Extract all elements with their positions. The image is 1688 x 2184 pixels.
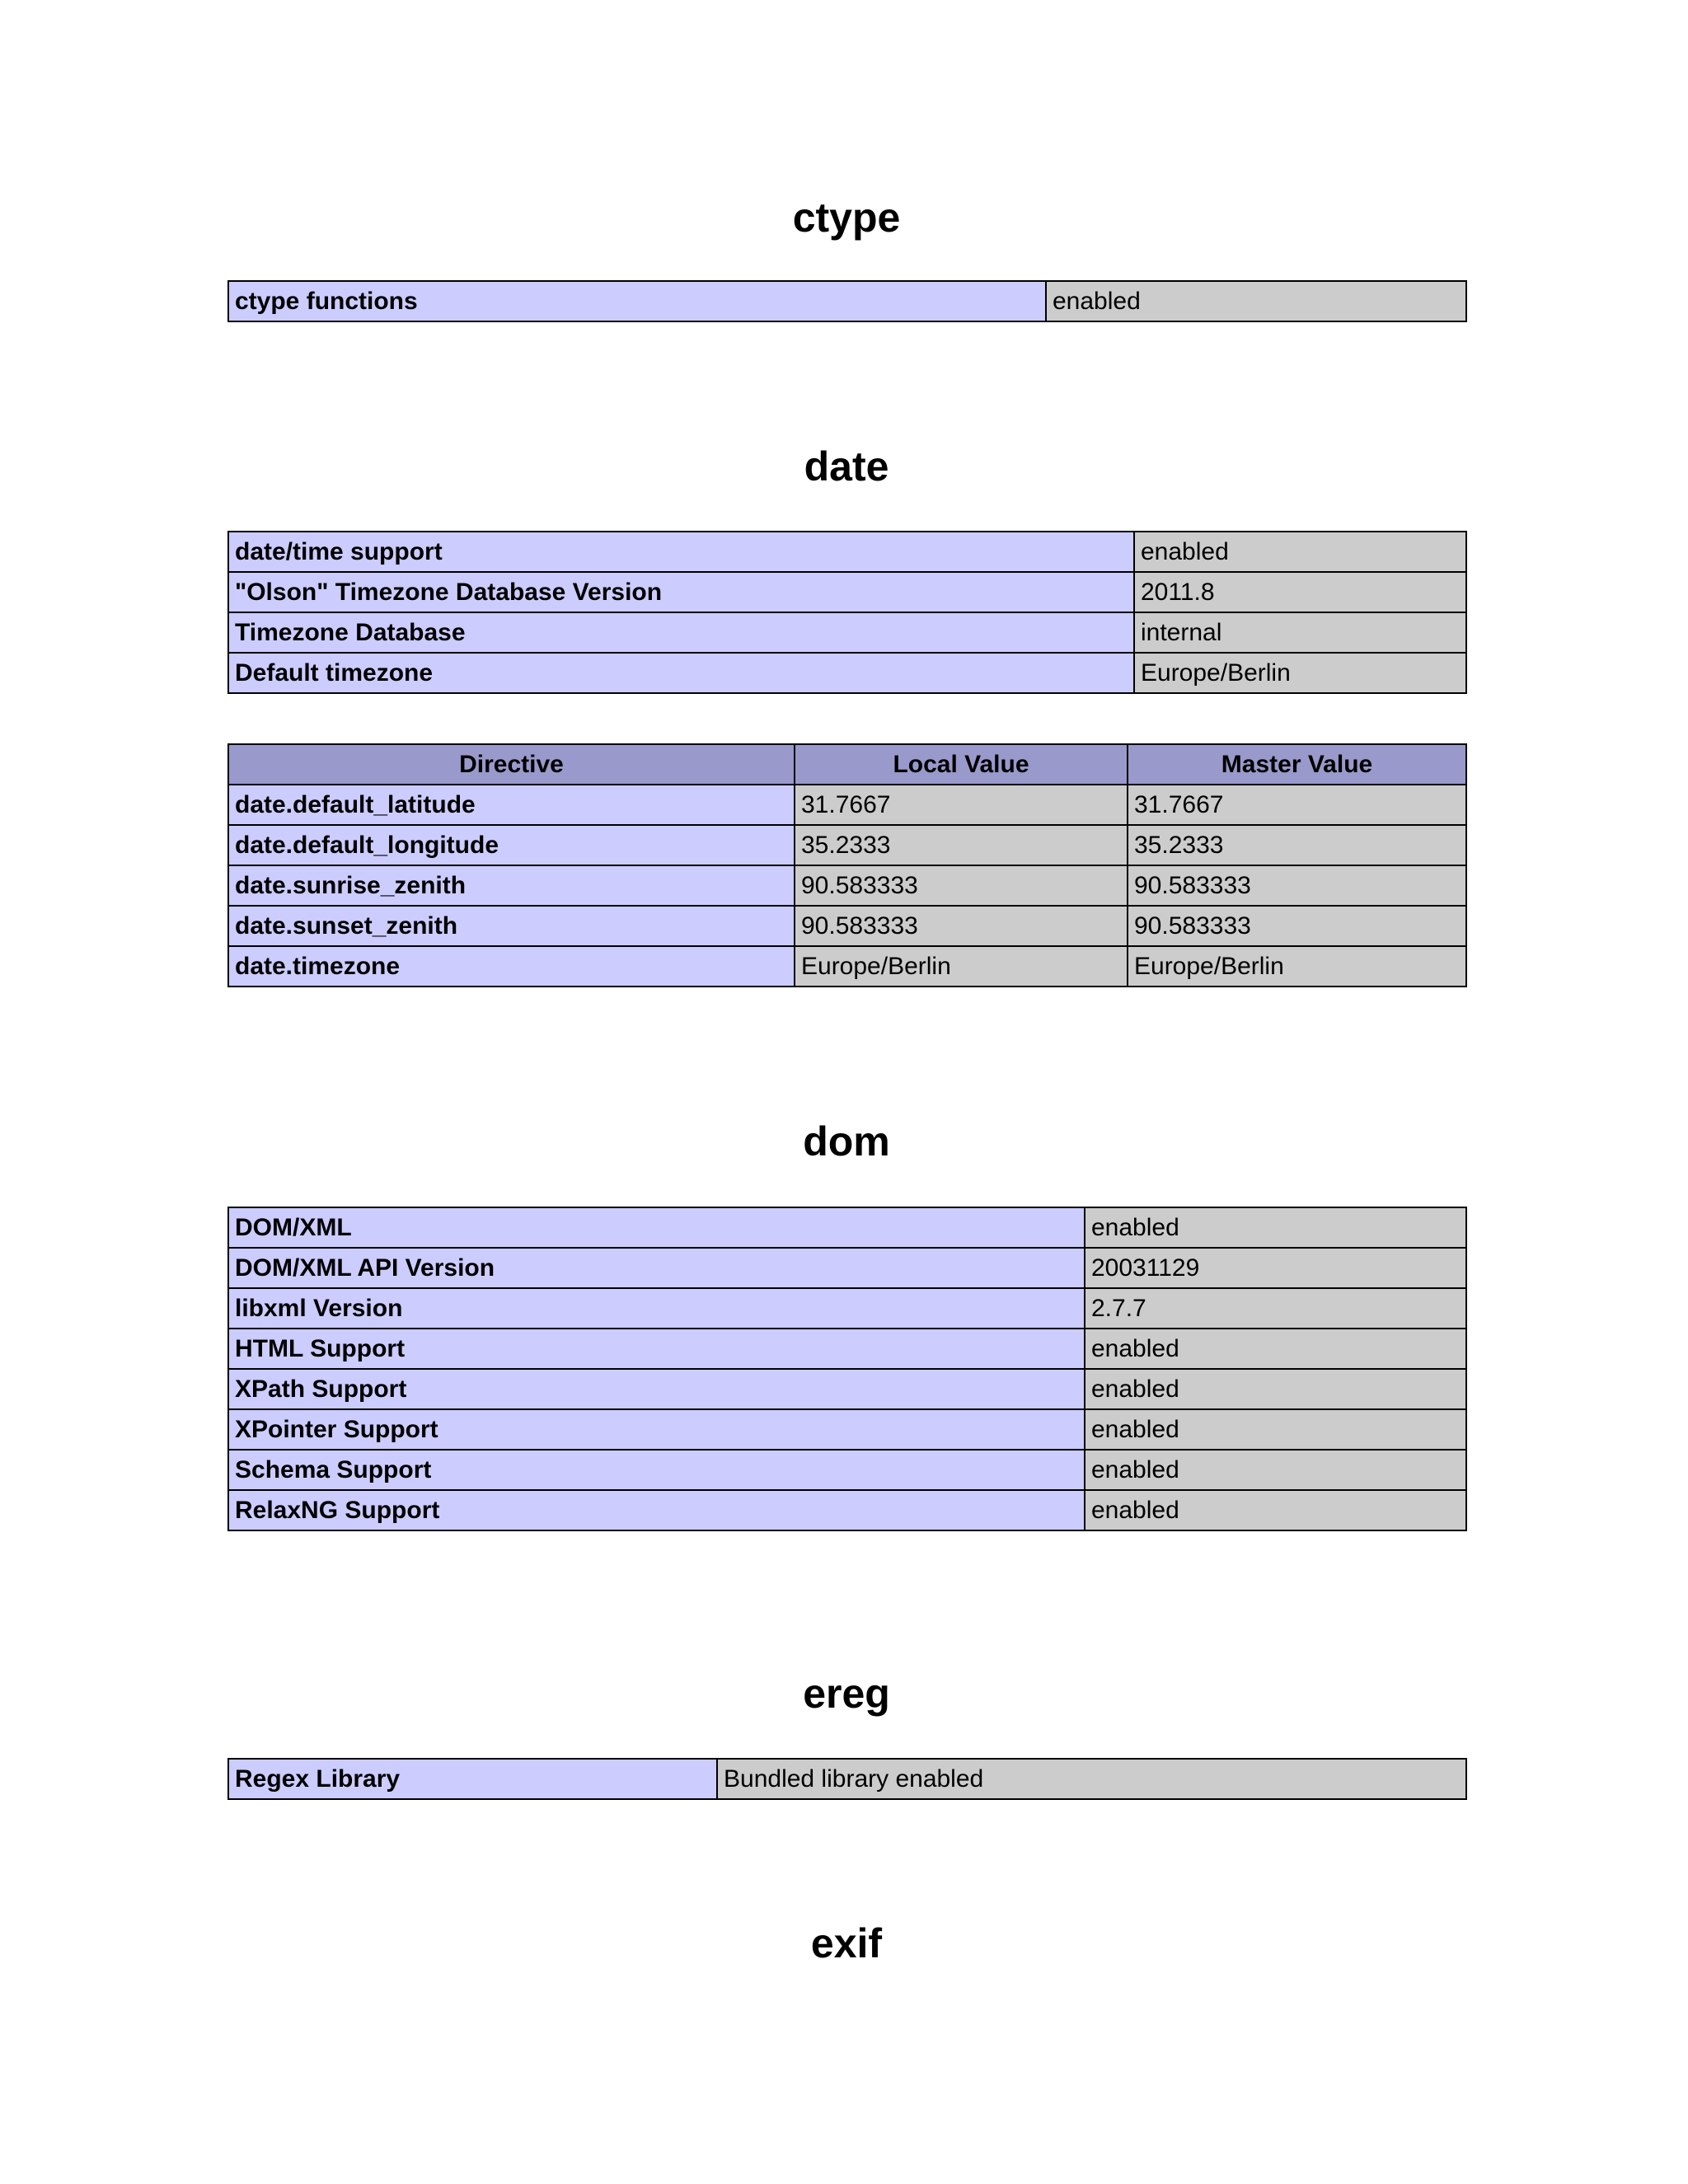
directive-name: date.sunset_zenith (228, 906, 795, 946)
table-row (228, 1759, 1466, 1799)
section-exif (227, 1920, 1465, 1966)
local-value: Europe/Berlin (795, 946, 1128, 987)
master-value: 90.583333 (1128, 906, 1466, 946)
directive-name: date.timezone (228, 946, 795, 987)
table-row (228, 1288, 1466, 1329)
date-info-table (227, 531, 1467, 694)
row-label: RelaxNG Support (228, 1490, 1085, 1530)
table-row (228, 825, 1466, 865)
table-header-row (228, 744, 1466, 785)
section-title-ctype: ctype (792, 194, 901, 241)
row-label: DOM/XML API Version (228, 1248, 1085, 1288)
table-row (228, 785, 1466, 825)
directive-name: date.default_latitude (228, 785, 795, 825)
section-dom (227, 1118, 1465, 1524)
table-row (228, 532, 1466, 572)
table-row (228, 1207, 1466, 1248)
master-value: Europe/Berlin (1128, 946, 1466, 987)
row-label: ctype functions (228, 281, 1046, 321)
row-value: enabled (1085, 1450, 1466, 1490)
date-directives-table (227, 743, 1467, 987)
master-value: 31.7667 (1128, 785, 1466, 825)
row-label: HTML Support (228, 1329, 1085, 1369)
header-directive: Directive (228, 744, 795, 785)
row-label: XPointer Support (228, 1409, 1085, 1450)
section-title-exif: exif (810, 1920, 883, 1966)
local-value: 35.2333 (795, 825, 1128, 865)
row-label: DOM/XML (228, 1207, 1085, 1248)
local-value: 90.583333 (795, 865, 1128, 906)
row-value: enabled (1134, 532, 1466, 572)
row-value: enabled (1085, 1329, 1466, 1369)
local-value: 31.7667 (795, 785, 1128, 825)
header-master-value: Master Value (1128, 744, 1466, 785)
row-value: enabled (1046, 281, 1466, 321)
row-value: 2011.8 (1134, 572, 1466, 612)
row-value: enabled (1085, 1207, 1466, 1248)
row-value: internal (1134, 612, 1466, 653)
section-date (227, 443, 1465, 980)
table-row (228, 281, 1466, 321)
directive-name: date.sunrise_zenith (228, 865, 795, 906)
header-local-value: Local Value (795, 744, 1128, 785)
directive-name: date.default_longitude (228, 825, 795, 865)
table-row (228, 1490, 1466, 1530)
section-ereg (227, 1671, 1465, 1793)
section-title-ereg: ereg (803, 1671, 890, 1717)
table-row (228, 906, 1466, 946)
row-value: enabled (1085, 1369, 1466, 1409)
ctype-table (227, 280, 1467, 322)
row-value: Europe/Berlin (1134, 653, 1466, 693)
row-label: Regex Library (228, 1759, 717, 1799)
row-value: 20031129 (1085, 1248, 1466, 1288)
table-row (228, 1329, 1466, 1369)
row-label: date/time support (228, 532, 1134, 572)
table-row (228, 572, 1466, 612)
master-value: 35.2333 (1128, 825, 1466, 865)
table-row (228, 1369, 1466, 1409)
table-row (228, 946, 1466, 987)
row-label: Schema Support (228, 1450, 1085, 1490)
table-row (228, 865, 1466, 906)
table-row (228, 612, 1466, 653)
row-label: Default timezone (228, 653, 1134, 693)
master-value: 90.583333 (1128, 865, 1466, 906)
table-row (228, 653, 1466, 693)
row-value: Bundled library enabled (717, 1759, 1466, 1799)
row-label: libxml Version (228, 1288, 1085, 1329)
row-value: enabled (1085, 1490, 1466, 1530)
row-label: XPath Support (228, 1369, 1085, 1409)
table-row (228, 1248, 1466, 1288)
ereg-table (227, 1758, 1467, 1800)
row-label: "Olson" Timezone Database Version (228, 572, 1134, 612)
table-row (228, 1409, 1466, 1450)
row-label: Timezone Database (228, 612, 1134, 653)
section-title-dom: dom (803, 1118, 890, 1165)
section-ctype (227, 194, 1465, 315)
local-value: 90.583333 (795, 906, 1128, 946)
dom-table (227, 1207, 1467, 1531)
section-title-date: date (804, 443, 889, 490)
row-value: 2.7.7 (1085, 1288, 1466, 1329)
table-row (228, 1450, 1466, 1490)
row-value: enabled (1085, 1409, 1466, 1450)
